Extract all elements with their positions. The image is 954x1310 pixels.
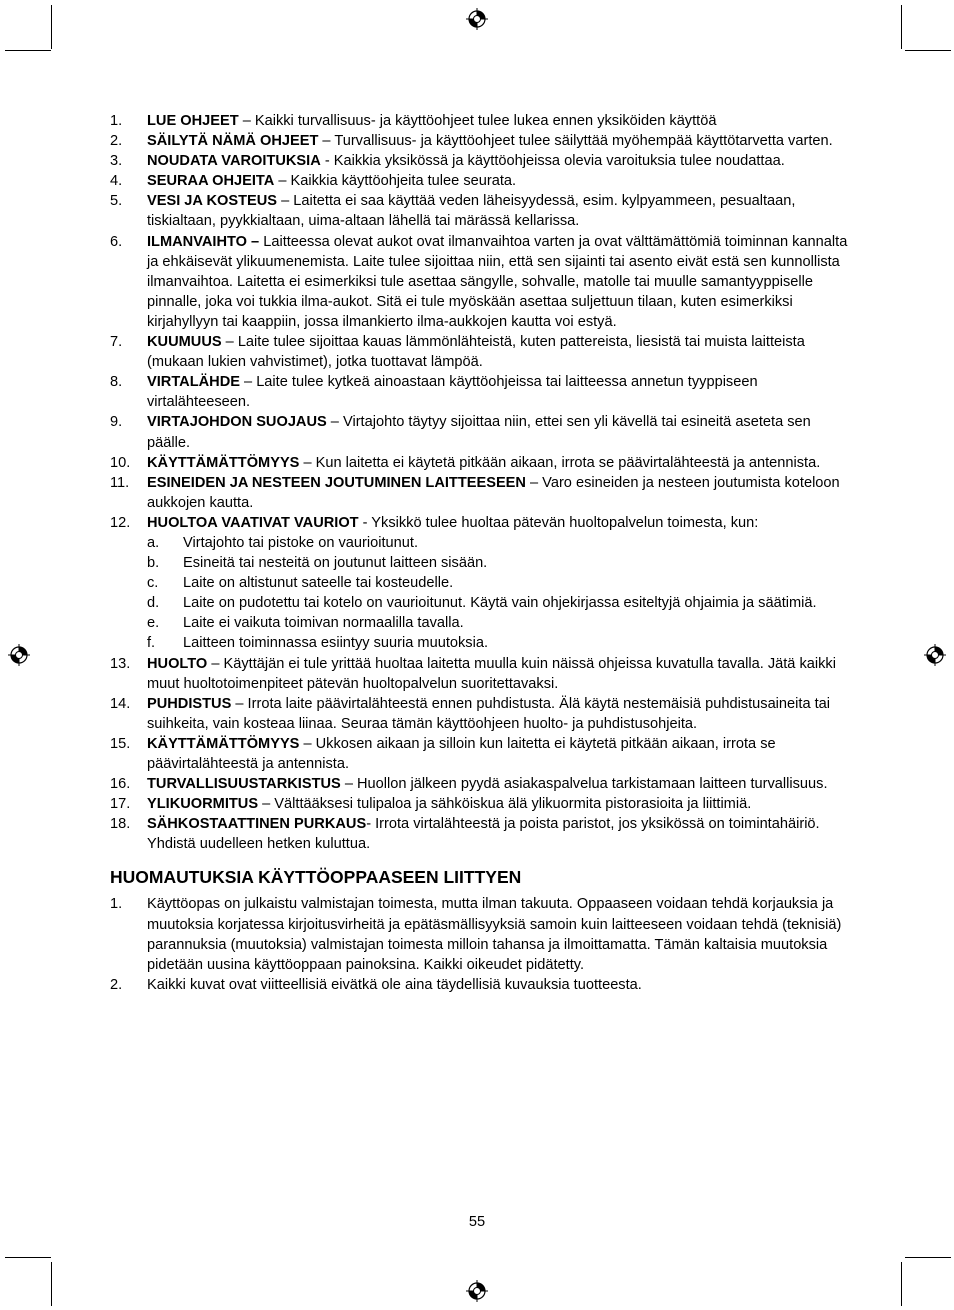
item-text: Kaikki kuvat ovat viitteellisiä eivätkä ole aina täydellisiä kuvauksia tuotteesta. xyxy=(147,976,642,993)
sub-item-letter: c. xyxy=(147,575,159,592)
item-number: 5. xyxy=(110,193,123,210)
item-text: - Kaikkia yksikössä ja käyttöohjeissa olevia varoituksia tulee noudattaa. xyxy=(320,153,785,170)
crop-mark xyxy=(5,50,51,51)
crop-mark xyxy=(51,5,52,49)
item-text: Käyttöopas on julkaistu valmistajan toimesta, mutta ilman takuuta. Oppaaseen voidaan tehdä korjauksia ja muutoksia korjatessa kirjoitusvirheitä ja epätäsmällisyyksiä samoin kuin laitteeseen voidaan tehdä (teknisiä) parannuksia (muutoksia) valmistajan toimesta milloin tahansa ja ilmoittamatta. Tämän kaltaisia muutoksia pidetään uusina käyttöoppaan painoksina. Kaikki oikeudet pidätetty. xyxy=(147,896,842,973)
item-title: SEURAA OHJEITA xyxy=(147,173,275,190)
crop-mark xyxy=(905,1257,951,1258)
sub-item-text: Laitteen toiminnassa esiintyy suuria muutoksia. xyxy=(183,635,489,652)
list-item xyxy=(110,513,850,654)
page-number: 55 xyxy=(468,1214,486,1230)
sub-item-text: Laite on pudotettu tai kotelo on vaurioitunut. Käytä vain ohjekirjassa esiteltyjä ohjaimia ja säätimiä. xyxy=(183,595,817,612)
list-item xyxy=(110,473,850,513)
section-heading: HUOMAUTUKSIA KÄYTTÖOPPAASEEN LIITTYEN xyxy=(110,867,522,888)
item-number: 13. xyxy=(110,655,131,672)
safety-instructions-list xyxy=(110,111,850,854)
sub-list-item xyxy=(147,533,850,553)
item-text: – Välttääksesi tulipaloa ja sähköiskua älä ylikuormita pistorasioita ja liittimiä. xyxy=(258,796,752,813)
list-item xyxy=(110,734,850,774)
item-text: – Laite tulee kytkeä ainoastaan käyttöohjeissa tai laitteessa annetun tyyppiseen virtalähteeseen. xyxy=(147,374,758,411)
sub-item-letter: a. xyxy=(147,534,160,551)
item-text: – Virtajohto täytyy sijoittaa niin, ettei sen yli kävellä tai esineitä aseteta sen päälle. xyxy=(147,414,811,451)
sub-item-text: Virtajohto tai pistoke on vaurioitunut. xyxy=(183,534,418,551)
item-text: – Kun laitetta ei käytetä pitkään aikaan, irrota se päävirtalähteestä ja antennista. xyxy=(299,454,821,471)
item-number: 6. xyxy=(110,233,123,250)
item-text: Laitteessa olevat aukot ovat ilmanvaihtoa varten ja ovat välttämättömiä toiminnan kannalta ja ehkäisevät ylikuumenemista. Laite tulee sijoittaa niin, että sen sijainti tai asento eivät estä sen kunnollista ilmanvaihtoa. Laitetta ei esimerkiksi tule asettaa sängylle, sohvalle, matolle tai muulle samantyyppiselle pinnalle, joka voi tukkia ilma-aukot. Sitä ei tule myöskään asettaa suljettuun tilaan, kuten esimerkiksi kirjahyllyyn tai kaappiin, jossa ilmankierto ilma-aukkojen kautta voi estyä. xyxy=(147,233,848,330)
item-text: – Huollon jälkeen pyydä asiakaspalvelua tarkistamaan laitteen turvallisuus. xyxy=(340,776,828,793)
list-item xyxy=(110,814,850,854)
list-item xyxy=(110,453,850,473)
item-number: 3. xyxy=(110,153,123,170)
sub-item-text: Esineitä tai nesteitä on joutunut laitteen sisään. xyxy=(183,555,488,572)
item-title: SÄHKOSTAATTINEN PURKAUS xyxy=(147,816,367,833)
registration-mark-icon xyxy=(8,644,30,666)
crop-mark xyxy=(51,1262,52,1306)
sub-item-letter: f. xyxy=(147,635,156,652)
crop-mark xyxy=(5,1257,51,1258)
item-title: VIRTALÄHDE xyxy=(147,374,240,391)
list-item xyxy=(110,171,850,191)
list-item xyxy=(110,794,850,814)
item-text: – Kaikkia käyttöohjeita tulee seurata. xyxy=(274,173,517,190)
sub-list-item xyxy=(147,593,850,613)
item-title: VIRTAJOHDON SUOJAUS xyxy=(147,414,327,431)
item-number: 10. xyxy=(110,454,131,471)
registration-mark-icon xyxy=(466,8,488,30)
list-item xyxy=(110,372,850,412)
list-item xyxy=(110,774,850,794)
crop-mark xyxy=(905,50,951,51)
list-item xyxy=(110,654,850,694)
item-title: ESINEIDEN JA NESTEEN JOUTUMINEN LAITTEESEEN xyxy=(147,474,526,491)
sub-item-text: Laite on altistunut sateelle tai kosteudelle. xyxy=(183,575,454,592)
item-text: – Ukkosen aikaan ja silloin kun laitetta ei käytetä pitkään aikaan, irrota se päävirtalähteestä ja antennista. xyxy=(147,735,776,772)
item-number: 14. xyxy=(110,695,131,712)
item-text: - Irrota virtalähteestä ja poista paristot, jos yksikössä on toimintahäiriö. Yhdistä uudelleen hetken kuluttua. xyxy=(147,816,820,853)
list-item xyxy=(110,332,850,372)
item-text: - Yksikkö tulee huoltaa pätevän huoltopalvelun toimesta, kun: xyxy=(358,514,759,531)
item-title: SÄILYTÄ NÄMÄ OHJEET xyxy=(147,133,319,150)
item-text: – Laite tulee sijoittaa kauas lämmönlähteistä, kuten pattereista, liesistä tai muista laitteista (mukaan lukien vahvistimet), jotka tuottavat lämpöä. xyxy=(147,334,805,371)
list-item xyxy=(110,151,850,171)
item-number: 12. xyxy=(110,514,131,531)
item-title: TURVALLISUUSTARKISTUS xyxy=(147,776,341,793)
list-item xyxy=(110,111,850,131)
item-number: 17. xyxy=(110,796,131,813)
item-number: 2. xyxy=(110,976,123,993)
sub-list-item xyxy=(147,573,850,593)
item-number: 1. xyxy=(110,113,123,129)
item-title: YLIKUORMITUS xyxy=(147,796,259,813)
item-number: 4. xyxy=(110,173,123,190)
item-number: 2. xyxy=(110,133,123,150)
sub-item-letter: e. xyxy=(147,615,160,632)
list-item xyxy=(110,191,850,231)
item-title: VESI JA KOSTEUS xyxy=(147,193,278,210)
list-item xyxy=(110,975,850,995)
item-title: ILMANVAIHTO – xyxy=(147,233,260,250)
item-number: 7. xyxy=(110,334,123,351)
item-title: PUHDISTUS xyxy=(147,695,232,712)
list-item xyxy=(110,131,850,151)
item-text: – Turvallisuus- ja käyttöohjeet tulee säilyttää myöhempää käyttötarvetta varten. xyxy=(318,133,833,150)
sub-item-letter: d. xyxy=(147,595,160,612)
page-content xyxy=(110,111,850,995)
sub-item-text: Laite ei vaikuta toimivan normaalilla tavalla. xyxy=(183,615,464,632)
item-number: 9. xyxy=(110,414,123,431)
item-number: 11. xyxy=(110,474,130,491)
item-title: KÄYTTÄMÄTTÖMYYS xyxy=(147,735,300,752)
list-item xyxy=(110,232,850,332)
sub-item-letter: b. xyxy=(147,555,160,572)
item-text: – Käyttäjän ei tule yrittää huoltaa laitetta muulla kuin näissä ohjeissa kuvatulla tavalla. Jätä kaikki muut huoltotoimenpiteet pätevän huoltopalvelun suoritettavaksi. xyxy=(147,655,836,692)
item-text: – Kaikki turvallisuus- ja käyttöohjeet tulee lukea ennen yksiköiden käyttöä xyxy=(238,113,717,129)
sub-list-item xyxy=(147,633,850,653)
item-title: KUUMUUS xyxy=(147,334,222,351)
list-item xyxy=(110,412,850,452)
item-text: – Laitetta ei saa käyttää veden läheisyydessä, esim. kylpyammeen, pesualtaan, tiskialtaan, pyykkialtaan, uima-altaan lähellä tai märässä kellarissa. xyxy=(147,193,796,230)
crop-mark xyxy=(901,5,902,49)
registration-mark-icon xyxy=(466,1280,488,1302)
item-number: 1. xyxy=(110,896,123,913)
registration-mark-icon xyxy=(924,644,946,666)
item-text: – Varo esineiden ja nesteen joutumista koteloon aukkojen kautta. xyxy=(147,474,840,511)
item-title: HUOLTO xyxy=(147,655,208,672)
list-item xyxy=(110,894,850,974)
sub-list-item xyxy=(147,613,850,633)
notes-list xyxy=(110,894,850,994)
item-title: HUOLTOA VAATIVAT VAURIOT xyxy=(147,514,359,531)
item-text: – Irrota laite päävirtalähteestä ennen puhdistusta. Älä käytä nestemäisiä puhdistusaineita tai suihkeita, vain kosteaa liinaa. Seuraa tämän käyttöohjeen huolto- ja puhdistusohjeita. xyxy=(147,695,831,732)
item-title: NOUDATA VAROITUKSIA xyxy=(147,153,321,170)
item-title: LUE OHJEET xyxy=(147,113,239,129)
item-number: 18. xyxy=(110,816,131,833)
crop-mark xyxy=(901,1262,902,1306)
item-number: 15. xyxy=(110,735,131,752)
item-number: 16. xyxy=(110,776,131,793)
item-number: 8. xyxy=(110,374,123,391)
item-title: KÄYTTÄMÄTTÖMYYS xyxy=(147,454,300,471)
damage-conditions-list xyxy=(147,533,850,654)
sub-list-item xyxy=(147,553,850,573)
list-item xyxy=(110,694,850,734)
